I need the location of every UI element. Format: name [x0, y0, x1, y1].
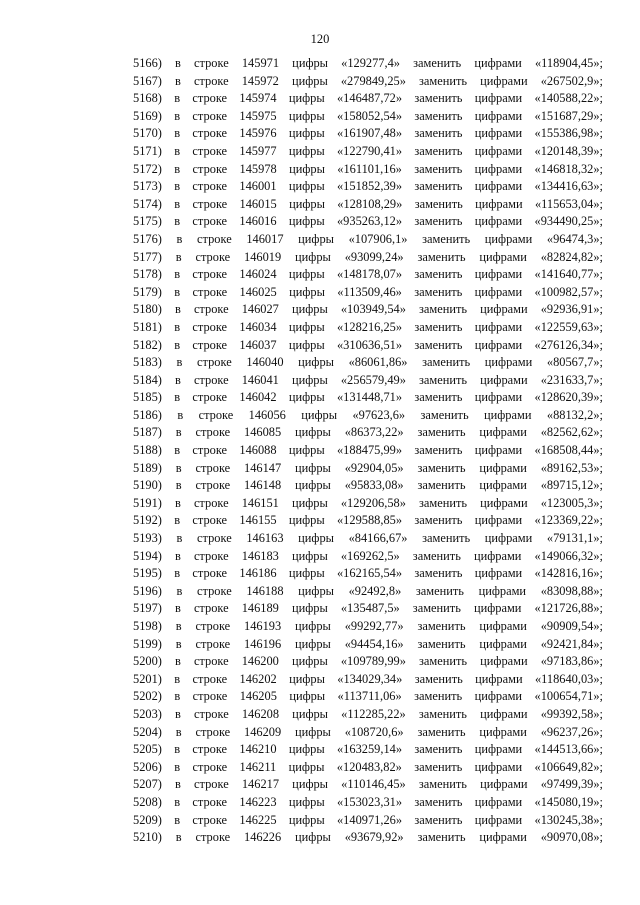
amendment-line: 5171) в строке 145977 цифры «122790,41» заменить цифрами «120148,39»; — [133, 143, 603, 158]
amendment-line: 5170) в строке 145976 цифры «161907,48» заменить цифрами «155386,98»; — [133, 126, 603, 141]
amendment-line: 5183) в строке 146040 цифры «86061,86» заменить цифрами «80567,7»; — [133, 355, 603, 370]
amendment-line: 5181) в строке 146034 цифры «128216,25» заменить цифрами «122559,63»; — [133, 319, 603, 334]
amendment-line: 5172) в строке 145978 цифры «161101,16» заменить цифрами «146818,32»; — [133, 161, 603, 176]
amendment-line: 5208) в строке 146223 цифры «153023,31» заменить цифрами «145080,19»; — [133, 794, 603, 809]
amendment-line: 5168) в строке 145974 цифры «146487,72» заменить цифрами «140588,22»; — [133, 91, 603, 106]
amendment-line: 5210) в строке 146226 цифры «93679,92» заменить цифрами «90970,08»; — [133, 830, 603, 845]
amendment-line: 5175) в строке 146016 цифры «935263,12» заменить цифрами «934490,25»; — [133, 214, 603, 229]
amendment-line: 5204) в строке 146209 цифры «108720,6» заменить цифрами «96237,26»; — [133, 724, 603, 739]
amendment-line: 5186) в строке 146056 цифры «97623,6» заменить цифрами «88132,2»; — [133, 407, 603, 422]
amendment-line: 5189) в строке 146147 цифры «92904,05» заменить цифрами «89162,53»; — [133, 460, 603, 475]
amendment-line: 5184) в строке 146041 цифры «256579,49» заменить цифрами «231633,7»; — [133, 372, 603, 387]
amendment-line: 5209) в строке 146225 цифры «140971,26» заменить цифрами «130245,38»; — [133, 812, 603, 827]
amendment-line: 5201) в строке 146202 цифры «134029,34» заменить цифрами «118640,03»; — [133, 671, 603, 686]
amendment-line: 5202) в строке 146205 цифры «113711,06» заменить цифрами «100654,71»; — [133, 689, 603, 704]
amendment-list — [133, 55, 603, 847]
amendment-line: 5196) в строке 146188 цифры «92492,8» заменить цифрами «83098,88»; — [133, 583, 603, 598]
amendment-line: 5194) в строке 146183 цифры «169262,5» заменить цифрами «149066,32»; — [133, 548, 603, 563]
amendment-line: 5192) в строке 146155 цифры «129588,85» заменить цифрами «123369,22»; — [133, 513, 603, 528]
amendment-line: 5182) в строке 146037 цифры «310636,51» заменить цифрами «276126,34»; — [133, 337, 603, 352]
amendment-line: 5187) в строке 146085 цифры «86373,22» заменить цифрами «82562,62»; — [133, 425, 603, 440]
amendment-line: 5166) в строке 145971 цифры «129277,4» заменить цифрами «118904,45»; — [133, 56, 603, 70]
amendment-line: 5198) в строке 146193 цифры «99292,77» заменить цифрами «90909,54»; — [133, 619, 603, 633]
page-number: 120 — [310, 32, 330, 46]
amendment-line: 5174) в строке 146015 цифры «128108,29» заменить цифрами «115653,04»; — [133, 196, 603, 211]
amendment-line: 5206) в строке 146211 цифры «120483,82» заменить цифрами «106649,82»; — [133, 759, 603, 774]
amendment-line: 5188) в строке 146088 цифры «188475,99» заменить цифрами «168508,44»; — [133, 443, 603, 458]
amendment-line: 5169) в строке 145975 цифры «158052,54» заменить цифрами «151687,29»; — [133, 108, 603, 123]
amendment-line: 5167) в строке 145972 цифры «279849,25» заменить цифрами «267502,9»; — [133, 73, 603, 88]
amendment-line: 5180) в строке 146027 цифры «103949,54» заменить цифрами «92936,91»; — [133, 302, 603, 317]
amendment-line: 5199) в строке 146196 цифры «94454,16» заменить цифрами «92421,84»; — [133, 636, 603, 651]
amendment-line: 5203) в строке 146208 цифры «112285,22» заменить цифрами «99392,58»; — [133, 706, 603, 721]
amendment-line: 5176) в строке 146017 цифры «107906,1» заменить цифрами «96474,3»; — [133, 231, 603, 246]
amendment-line: 5197) в строке 146189 цифры «135487,5» заменить цифрами «121726,88»; — [133, 601, 603, 616]
amendment-line: 5185) в строке 146042 цифры «131448,71» заменить цифрами «128620,39»; — [133, 390, 603, 405]
amendment-line: 5173) в строке 146001 цифры «151852,39» заменить цифрами «134416,63»; — [133, 179, 603, 194]
amendment-line: 5200) в строке 146200 цифры «109789,99» заменить цифрами «97183,86»; — [133, 654, 603, 669]
amendment-line: 5190) в строке 146148 цифры «95833,08» заменить цифрами «89715,12»; — [133, 478, 603, 493]
amendment-line: 5191) в строке 146151 цифры «129206,58» заменить цифрами «123005,3»; — [133, 495, 603, 510]
amendment-line: 5195) в строке 146186 цифры «162165,54» заменить цифрами «142816,16»; — [133, 566, 603, 581]
amendment-line: 5177) в строке 146019 цифры «93099,24» заменить цифрами «82824,82»; — [133, 249, 603, 264]
amendment-line: 5207) в строке 146217 цифры «110146,45» заменить цифрами «97499,39»; — [133, 777, 603, 792]
amendment-line: 5205) в строке 146210 цифры «163259,14» заменить цифрами «144513,66»; — [133, 742, 603, 757]
amendment-line: 5179) в строке 146025 цифры «113509,46» заменить цифрами «100982,57»; — [133, 284, 603, 299]
amendment-line: 5193) в строке 146163 цифры «84166,67» заменить цифрами «79131,1»; — [133, 531, 603, 546]
amendment-line: 5178) в строке 146024 цифры «148178,07» заменить цифрами «141640,77»; — [133, 267, 603, 282]
